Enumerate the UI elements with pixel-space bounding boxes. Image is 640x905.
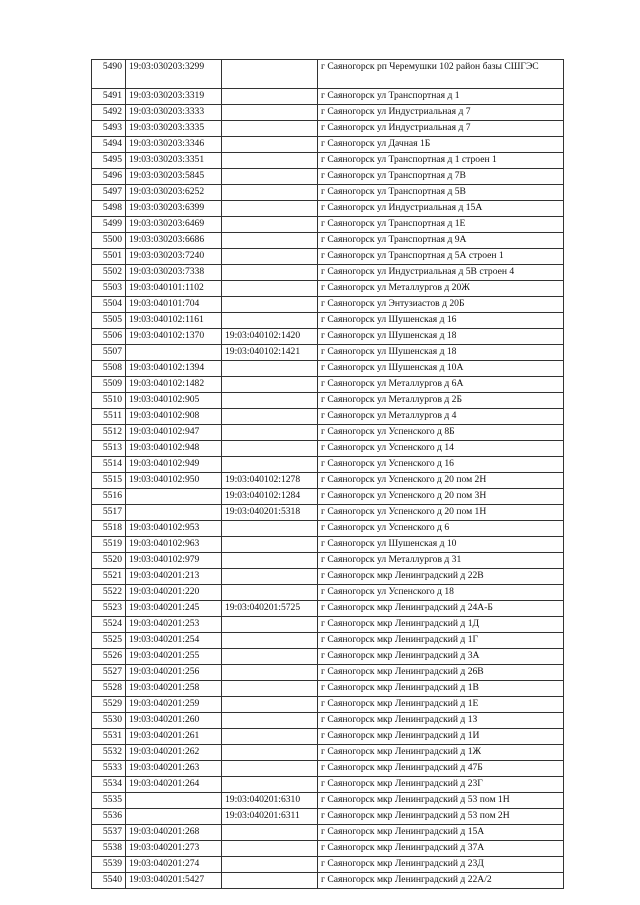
table-row [92,521,564,537]
address-cell: г Саяногорск рп Черемушки 102 район базы СШГЭС [318,60,564,89]
linked-cadastral-number-cell [222,313,318,329]
cadastral-number-cell: 19:03:040201:213 [126,569,222,585]
address-cell: г Саяногорск мкр Ленинградский д 3А [318,649,564,665]
cadastral-number-cell: 19:03:030203:6399 [126,201,222,217]
cadastral-number-cell: 19:03:030203:3335 [126,121,222,137]
address-cell: г Саяногорск ул Транспортная д 7В [318,169,564,185]
row-number-cell: 5511 [92,409,126,425]
address-cell: г Саяногорск ул Транспортная д 5А строен 1 [318,249,564,265]
address-cell: г Саяногорск ул Дачная 1Б [318,137,564,153]
address-cell: г Саяногорск ул Металлургов д 20Ж [318,281,564,297]
row-number-cell: 5521 [92,569,126,585]
row-number-cell: 5505 [92,313,126,329]
linked-cadastral-number-cell [222,217,318,233]
cadastral-number-cell: 19:03:040201:258 [126,681,222,697]
address-cell: г Саяногорск ул Индустриальная д 15А [318,201,564,217]
table-row [92,441,564,457]
linked-cadastral-number-cell [222,633,318,649]
linked-cadastral-number-cell: 19:03:040201:6311 [222,809,318,825]
linked-cadastral-number-cell: 19:03:040102:1420 [222,329,318,345]
table-row [92,761,564,777]
table-row [92,617,564,633]
address-cell: г Саяногорск мкр Ленинградский д 53 пом 1Н [318,793,564,809]
linked-cadastral-number-cell [222,729,318,745]
row-number-cell: 5517 [92,505,126,521]
table-row [92,873,564,889]
address-cell: г Саяногорск ул Шушенская д 10А [318,361,564,377]
row-number-cell: 5532 [92,745,126,761]
table-row [92,793,564,809]
row-number-cell: 5533 [92,761,126,777]
row-number-cell: 5501 [92,249,126,265]
row-number-cell: 5527 [92,665,126,681]
row-number-cell: 5494 [92,137,126,153]
table-row [92,121,564,137]
cadastral-number-cell: 19:03:040101:704 [126,297,222,313]
cadastral-number-cell: 19:03:040201:5427 [126,873,222,889]
row-number-cell: 5537 [92,825,126,841]
row-number-cell: 5534 [92,777,126,793]
table-row [92,601,564,617]
cadastral-number-cell: 19:03:040102:905 [126,393,222,409]
address-cell: г Саяногорск ул Успенского д 6 [318,521,564,537]
table-row [92,537,564,553]
row-number-cell: 5499 [92,217,126,233]
cadastral-number-cell: 19:03:040102:950 [126,473,222,489]
address-cell: г Саяногорск ул Транспортная д 1 строен 1 [318,153,564,169]
address-cell: г Саяногорск мкр Ленинградский д 1Д [318,617,564,633]
table-row [92,729,564,745]
table-row [92,473,564,489]
table-row [92,249,564,265]
cadastral-number-cell: 19:03:040101:1102 [126,281,222,297]
cadastral-number-cell [126,505,222,521]
row-number-cell: 5508 [92,361,126,377]
address-cell: г Саяногорск ул Успенского д 8Б [318,425,564,441]
linked-cadastral-number-cell [222,761,318,777]
address-cell: г Саяногорск мкр Ленинградский д 37А [318,841,564,857]
row-number-cell: 5507 [92,345,126,361]
row-number-cell: 5510 [92,393,126,409]
address-cell: г Саяногорск ул Шушенская д 18 [318,345,564,361]
linked-cadastral-number-cell [222,745,318,761]
linked-cadastral-number-cell [222,537,318,553]
linked-cadastral-number-cell: 19:03:040102:1421 [222,345,318,361]
table-row [92,585,564,601]
cadastral-number-cell: 19:03:030203:6252 [126,185,222,201]
row-number-cell: 5497 [92,185,126,201]
linked-cadastral-number-cell [222,137,318,153]
address-cell: г Саяногорск ул Металлургов д 6А [318,377,564,393]
table-row [92,393,564,409]
table-body [92,60,564,889]
cadastral-number-cell: 19:03:040102:963 [126,537,222,553]
cadastral-number-cell: 19:03:040201:274 [126,857,222,873]
address-cell: г Саяногорск ул Шушенская д 16 [318,313,564,329]
address-cell: г Саяногорск ул Металлургов д 31 [318,553,564,569]
cadastral-number-cell: 19:03:030203:3346 [126,137,222,153]
cadastral-number-cell: 19:03:040201:256 [126,665,222,681]
linked-cadastral-number-cell [222,457,318,473]
cadastral-number-cell: 19:03:040201:263 [126,761,222,777]
row-number-cell: 5528 [92,681,126,697]
linked-cadastral-number-cell: 19:03:040201:5725 [222,601,318,617]
linked-cadastral-number-cell [222,393,318,409]
row-number-cell: 5540 [92,873,126,889]
row-number-cell: 5515 [92,473,126,489]
row-number-cell: 5518 [92,521,126,537]
address-cell: г Саяногорск ул Транспортная д 9А [318,233,564,249]
row-number-cell: 5502 [92,265,126,281]
table-row [92,313,564,329]
table-row [92,457,564,473]
linked-cadastral-number-cell [222,617,318,633]
cadastral-number-cell: 19:03:040201:262 [126,745,222,761]
table-row [92,153,564,169]
cadastral-number-cell: 19:03:040201:273 [126,841,222,857]
cadastral-number-cell: 19:03:040102:948 [126,441,222,457]
cadastral-number-cell: 19:03:040201:254 [126,633,222,649]
table-row [92,825,564,841]
cadastral-number-cell: 19:03:040102:1161 [126,313,222,329]
row-number-cell: 5492 [92,105,126,121]
row-number-cell: 5535 [92,793,126,809]
table-row [92,105,564,121]
cadastral-number-cell: 19:03:040201:255 [126,649,222,665]
table-row [92,553,564,569]
linked-cadastral-number-cell [222,713,318,729]
address-cell: г Саяногорск мкр Ленинградский д 26В [318,665,564,681]
row-number-cell: 5490 [92,60,126,89]
linked-cadastral-number-cell: 19:03:040102:1284 [222,489,318,505]
cadastral-number-cell [126,809,222,825]
linked-cadastral-number-cell [222,681,318,697]
property-register-table [91,59,564,889]
linked-cadastral-number-cell [222,297,318,313]
linked-cadastral-number-cell [222,649,318,665]
address-cell: г Саяногорск мкр Ленинградский д 1Ж [318,745,564,761]
linked-cadastral-number-cell [222,169,318,185]
address-cell: г Саяногорск мкр Ленинградский д 22В [318,569,564,585]
cadastral-number-cell: 19:03:040201:259 [126,697,222,713]
cadastral-number-cell: 19:03:030203:7240 [126,249,222,265]
row-number-cell: 5512 [92,425,126,441]
address-cell: г Саяногорск ул Шушенская д 18 [318,329,564,345]
linked-cadastral-number-cell [222,60,318,89]
row-number-cell: 5539 [92,857,126,873]
linked-cadastral-number-cell [222,153,318,169]
cadastral-number-cell: 19:03:040102:1370 [126,329,222,345]
row-number-cell: 5495 [92,153,126,169]
table-row [92,505,564,521]
address-cell: г Саяногорск ул Успенского д 20 пом 1Н [318,505,564,521]
cadastral-number-cell: 19:03:040102:953 [126,521,222,537]
address-cell: г Саяногорск ул Успенского д 16 [318,457,564,473]
linked-cadastral-number-cell [222,281,318,297]
row-number-cell: 5493 [92,121,126,137]
table-row [92,361,564,377]
table-row [92,489,564,505]
linked-cadastral-number-cell [222,825,318,841]
table-row [92,777,564,793]
row-number-cell: 5536 [92,809,126,825]
cadastral-number-cell: 19:03:040102:947 [126,425,222,441]
linked-cadastral-number-cell [222,233,318,249]
linked-cadastral-number-cell [222,665,318,681]
address-cell: г Саяногорск мкр Ленинградский д 23Д [318,857,564,873]
linked-cadastral-number-cell [222,777,318,793]
row-number-cell: 5514 [92,457,126,473]
linked-cadastral-number-cell [222,425,318,441]
cadastral-number-cell: 19:03:040201:264 [126,777,222,793]
table-row [92,633,564,649]
linked-cadastral-number-cell [222,697,318,713]
row-number-cell: 5530 [92,713,126,729]
linked-cadastral-number-cell [222,585,318,601]
address-cell: г Саяногорск ул Индустриальная д 7 [318,121,564,137]
table-row [92,569,564,585]
address-cell: г Саяногорск ул Транспортная д 1 [318,89,564,105]
table-row [92,60,564,89]
address-cell: г Саяногорск ул Успенского д 20 пом 3Н [318,489,564,505]
address-cell: г Саяногорск мкр Ленинградский д 1В [318,681,564,697]
table-row [92,169,564,185]
row-number-cell: 5531 [92,729,126,745]
cadastral-number-cell [126,793,222,809]
linked-cadastral-number-cell [222,361,318,377]
cadastral-number-cell: 19:03:040102:908 [126,409,222,425]
table-row [92,409,564,425]
table-row [92,281,564,297]
address-cell: г Саяногорск ул Металлургов д 4 [318,409,564,425]
linked-cadastral-number-cell [222,569,318,585]
address-cell: г Саяногорск мкр Ленинградский д 22А/2 [318,873,564,889]
cadastral-number-cell: 19:03:030203:3299 [126,60,222,89]
cadastral-number-cell: 19:03:040201:261 [126,729,222,745]
row-number-cell: 5509 [92,377,126,393]
table-row [92,745,564,761]
address-cell: г Саяногорск ул Металлургов д 2Б [318,393,564,409]
row-number-cell: 5538 [92,841,126,857]
linked-cadastral-number-cell [222,105,318,121]
address-cell: г Саяногорск мкр Ленинградский д 23Г [318,777,564,793]
row-number-cell: 5524 [92,617,126,633]
address-cell: г Саяногорск мкр Ленинградский д 1Е [318,697,564,713]
cadastral-number-cell: 19:03:040201:260 [126,713,222,729]
address-cell: г Саяногорск ул Индустриальная д 7 [318,105,564,121]
table-row [92,665,564,681]
address-cell: г Саяногорск ул Успенского д 20 пом 2Н [318,473,564,489]
address-cell: г Саяногорск мкр Ленинградский д 1Г [318,633,564,649]
table-row [92,649,564,665]
table-row [92,329,564,345]
linked-cadastral-number-cell [222,521,318,537]
row-number-cell: 5522 [92,585,126,601]
table-row [92,713,564,729]
cadastral-number-cell: 19:03:030203:6686 [126,233,222,249]
table-row [92,233,564,249]
linked-cadastral-number-cell: 19:03:040102:1278 [222,473,318,489]
address-cell: г Саяногорск мкр Ленинградский д 47Б [318,761,564,777]
cadastral-number-cell [126,345,222,361]
row-number-cell: 5500 [92,233,126,249]
linked-cadastral-number-cell [222,441,318,457]
row-number-cell: 5525 [92,633,126,649]
linked-cadastral-number-cell [222,249,318,265]
address-cell: г Саяногорск ул Индустриальная д 5В строен 4 [318,265,564,281]
row-number-cell: 5491 [92,89,126,105]
cadastral-number-cell: 19:03:040102:1394 [126,361,222,377]
address-cell: г Саяногорск ул Транспортная д 1Е [318,217,564,233]
table-row [92,809,564,825]
row-number-cell: 5498 [92,201,126,217]
cadastral-number-cell: 19:03:040201:268 [126,825,222,841]
linked-cadastral-number-cell [222,841,318,857]
cadastral-number-cell: 19:03:040102:1482 [126,377,222,393]
cadastral-number-cell: 19:03:030203:3351 [126,153,222,169]
cadastral-number-cell: 19:03:030203:5845 [126,169,222,185]
row-number-cell: 5504 [92,297,126,313]
cadastral-number-cell [126,489,222,505]
address-cell: г Саяногорск ул Успенского д 18 [318,585,564,601]
linked-cadastral-number-cell [222,121,318,137]
cadastral-number-cell: 19:03:030203:3319 [126,89,222,105]
table-row [92,201,564,217]
table-row [92,857,564,873]
row-number-cell: 5520 [92,553,126,569]
row-number-cell: 5516 [92,489,126,505]
linked-cadastral-number-cell: 19:03:040201:6310 [222,793,318,809]
address-cell: г Саяногорск мкр Ленинградский д 1И [318,729,564,745]
linked-cadastral-number-cell [222,201,318,217]
table-row [92,265,564,281]
row-number-cell: 5526 [92,649,126,665]
row-number-cell: 5519 [92,537,126,553]
cadastral-number-cell: 19:03:040102:949 [126,457,222,473]
row-number-cell: 5523 [92,601,126,617]
linked-cadastral-number-cell [222,409,318,425]
address-cell: г Саяногорск мкр Ленинградский д 1З [318,713,564,729]
address-cell: г Саяногорск ул Шушенская д 10 [318,537,564,553]
cadastral-number-cell: 19:03:040201:245 [126,601,222,617]
table-row [92,345,564,361]
cadastral-number-cell: 19:03:030203:6469 [126,217,222,233]
table-row [92,217,564,233]
cadastral-number-cell: 19:03:040201:253 [126,617,222,633]
cadastral-number-cell: 19:03:030203:7338 [126,265,222,281]
row-number-cell: 5529 [92,697,126,713]
address-cell: г Саяногорск мкр Ленинградский д 53 пом 2Н [318,809,564,825]
row-number-cell: 5496 [92,169,126,185]
row-number-cell: 5513 [92,441,126,457]
address-cell: г Саяногорск ул Успенского д 14 [318,441,564,457]
cadastral-number-cell: 19:03:030203:3333 [126,105,222,121]
linked-cadastral-number-cell [222,89,318,105]
linked-cadastral-number-cell [222,265,318,281]
linked-cadastral-number-cell [222,185,318,201]
table-row [92,841,564,857]
address-cell: г Саяногорск ул Энтузиастов д 20Б [318,297,564,313]
linked-cadastral-number-cell [222,553,318,569]
address-cell: г Саяногорск ул Транспортная д 5В [318,185,564,201]
linked-cadastral-number-cell [222,873,318,889]
address-cell: г Саяногорск мкр Ленинградский д 24А-Б [318,601,564,617]
row-number-cell: 5503 [92,281,126,297]
table-row [92,297,564,313]
table-row [92,377,564,393]
linked-cadastral-number-cell: 19:03:040201:5318 [222,505,318,521]
linked-cadastral-number-cell [222,377,318,393]
table-row [92,137,564,153]
cadastral-number-cell: 19:03:040102:979 [126,553,222,569]
row-number-cell: 5506 [92,329,126,345]
address-cell: г Саяногорск мкр Ленинградский д 15А [318,825,564,841]
table-row [92,185,564,201]
table-row [92,425,564,441]
table-row [92,89,564,105]
cadastral-number-cell: 19:03:040201:220 [126,585,222,601]
table-row [92,681,564,697]
linked-cadastral-number-cell [222,857,318,873]
table-row [92,697,564,713]
